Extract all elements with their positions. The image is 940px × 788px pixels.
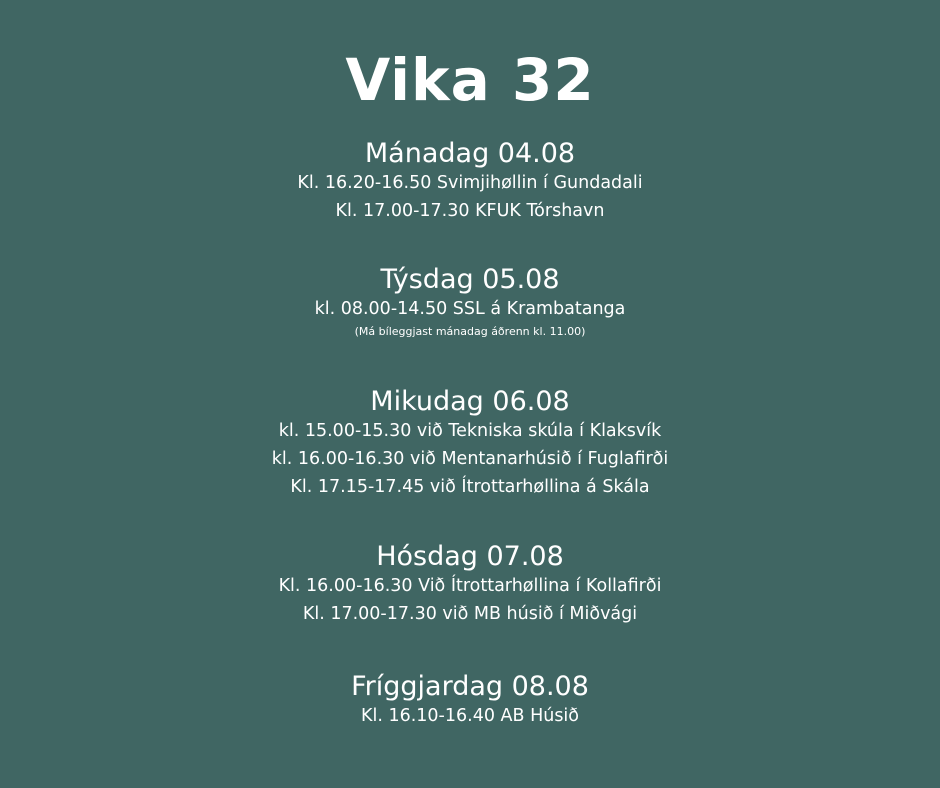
day-heading: Fríggjardag 08.08 (351, 671, 589, 702)
schedule-line: Kl. 16.00-16.30 Við Ítrottarhøllina í Kollafirði (278, 576, 662, 596)
day-heading: Hósdag 07.08 (376, 541, 564, 572)
schedule-line: Kl. 17.00-17.30 KFUK Tórshavn (335, 201, 605, 221)
schedule-line: Kl. 17.00-17.30 við MB húsið í Miðvági (302, 604, 638, 624)
schedule-line: kl. 16.00-16.30 við Mentanarhúsið í Fuglafirði (271, 449, 669, 469)
day-heading: Týsdag 05.08 (380, 264, 560, 295)
schedule-line: Kl. 16.10-16.40 AB Húsið (360, 706, 579, 726)
day-block-thursday (0, 542, 940, 628)
schedule-line: kl. 15.00-15.30 við Tekniska skúla í Klaksvík (278, 421, 662, 441)
day-heading: Mánadag 04.08 (364, 138, 576, 169)
day-block-tuesday (0, 265, 940, 341)
day-heading: Mikudag 06.08 (370, 386, 570, 417)
day-block-wednesday (0, 387, 940, 501)
page-title: Vika 32 (345, 46, 595, 114)
schedule-line: Kl. 16.20-16.50 Svimjihøllin í Gundadali (297, 173, 643, 193)
schedule-line: Kl. 17.15-17.45 við Ítrottarhøllina á Skála (290, 477, 650, 497)
day-block-friday (0, 672, 940, 730)
schedule-note: (Má bíleggjast mánadag áðrenn kl. 11.00) (354, 325, 586, 338)
day-block-monday (0, 139, 940, 225)
schedule-line: kl. 08.00-14.50 SSL á Krambatanga (314, 299, 626, 319)
